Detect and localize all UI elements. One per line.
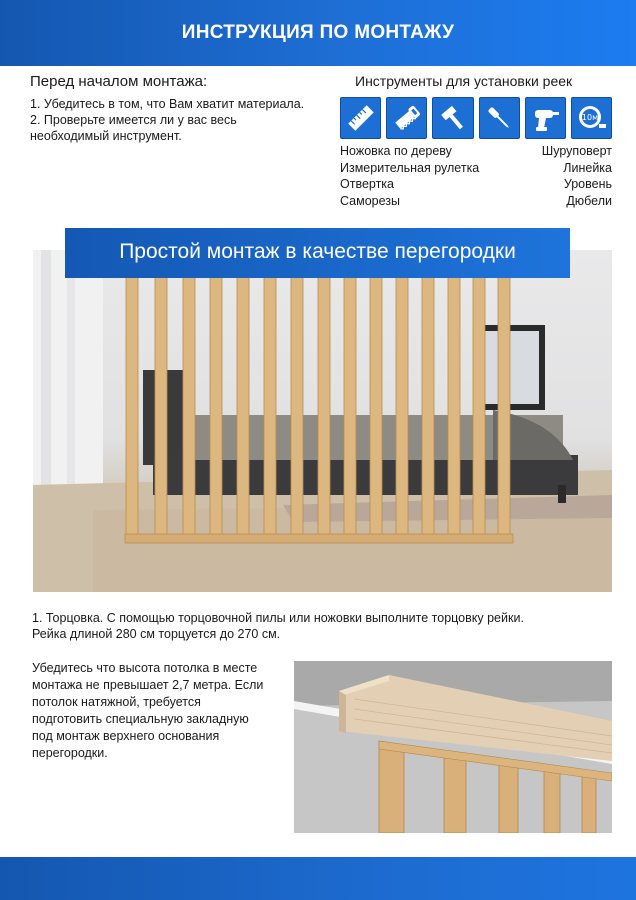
preparation-item: 1. Убедитесь в том, что Вам хватит материала.: [30, 97, 305, 111]
tool-name: Линейка: [563, 160, 612, 175]
note-line: перегородки.: [32, 746, 108, 760]
tool-name: Саморезы: [340, 193, 401, 208]
drill-icon: [525, 97, 566, 139]
partition-photo: [33, 250, 612, 592]
step-1-line: 1. Торцовка. С помощью торцовочной пилы или ножовки выполните торцовку рейки.: [32, 611, 524, 625]
header-bar: [0, 0, 636, 66]
preparation-item: 2. Проверьте имеется ли у вас весь: [30, 113, 237, 127]
tool-icons-row: [340, 97, 612, 139]
tool-row: [340, 160, 612, 177]
tools-list: [340, 143, 612, 209]
note-line: под монтаж верхнего основания: [32, 729, 220, 743]
ceiling-detail-photo: [294, 661, 612, 833]
tape-measure-label: 10м: [582, 113, 599, 122]
banner-title: Простой монтаж в качестве перегородки: [119, 240, 516, 263]
tool-row: [340, 176, 612, 193]
preparation-section: [30, 73, 330, 144]
tool-name: Отвертка: [340, 177, 394, 191]
tool-name: Уровень: [563, 177, 612, 191]
tool-name: Измерительная рулетка: [340, 160, 480, 175]
tape-measure-icon: [571, 97, 612, 139]
page-title: ИНСТРУКЦИЯ ПО МОНТАЖУ: [181, 22, 455, 43]
tool-row: [340, 143, 612, 160]
screwdriver-icon: [479, 97, 520, 139]
ruler-icon: [340, 97, 381, 139]
footer-bar: [0, 857, 636, 900]
preparation-title: Перед началом монтажа:: [30, 73, 208, 90]
tools-title: Инструменты для установки реек: [355, 73, 573, 89]
note-line: монтажа не превышает 2,7 метра. Если: [32, 678, 264, 692]
tool-name: Дюбели: [566, 193, 612, 208]
tool-name: Шуруповерт: [541, 144, 612, 158]
tool-row: [340, 193, 612, 210]
step-1-line: Рейка длиной 280 см торцуется до 270 см.: [32, 627, 281, 641]
note-line: подготовить специальную закладную: [32, 712, 249, 726]
note-line: потолок натяжной, требуется: [32, 695, 201, 709]
hammer-icon: [432, 97, 473, 139]
step-1: [32, 610, 612, 642]
preparation-item: необходимый инструмент.: [30, 129, 182, 143]
tool-name: Ножовка по дереву: [340, 144, 452, 158]
note-line: Убедитесь что высота потолка в месте: [32, 661, 258, 675]
ceiling-note: [32, 660, 288, 762]
saw-icon: [386, 97, 427, 139]
section-banner: [65, 228, 570, 278]
